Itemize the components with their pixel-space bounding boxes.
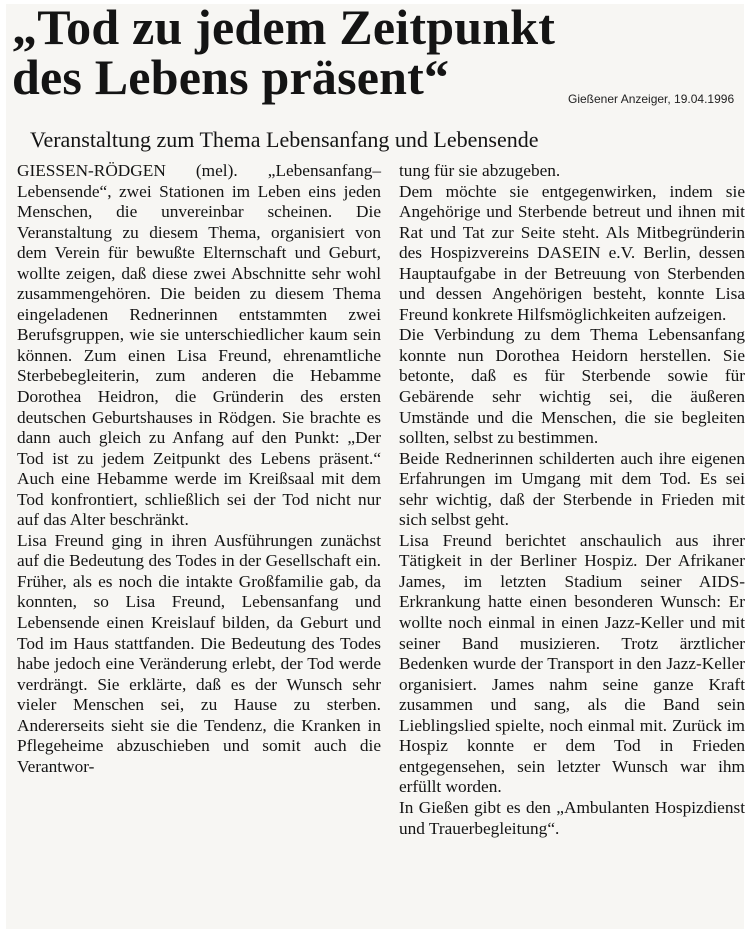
paragraph: Lisa Freund berichtet anschaulich aus ihrer Tätigkeit in der Berliner Hospiz. Der Afrikaner James, im letzten Stadium seiner AIDS-Erkrankung hatte einen besonderen Wunsch: Er wollte noch einmal in einen Jazz-Keller und mit seiner Band musizieren. Trotz ärztlicher Bedenken wurde der Transport in den Jazz-Keller organisiert. James nahm seine ganze Kraft zusammen und sang, als die Band sein Lieblingslied spielte, noch einmal mit. Zurück im Hospiz konnte er dem Tod in Frieden entgegensehen, sein letzter Wunsch war ihm erfüllt worden.: [399, 530, 745, 797]
paragraph: GIESSEN-RÖDGEN (mel). „Lebensanfang–Lebensende“, zwei Stationen im Leben eins jeden Menschen, die unvereinbar scheinen. Die Veranstaltung zu diesem Thema, organisiert von dem Verein für bewußte Elternschaft und Geburt, wollte zeigen, daß diese zwei Abschnitte sehr wohl zusammengehören. Die beiden zu diesem Thema eingeladenen Rednerinnen entstammten zwei Berufsgruppen, wie sie unterschiedlicher kaum sein können. Zum einen Lisa Freund, ehrenamtliche Sterbebegleiterin, zum anderen die Hebamme Dorothea Heidron, die Gründerin des ersten deutschen Geburtshauses in Rödgen. Sie brachte es dann auch gleich zu Anfang auf den Punkt: „Der Tod ist zu jedem Zeitpunkt des Lebens präsent.“ Auch eine Hebamme werde im Kreißsaal mit dem Tod konfrontiert, schließlich sei der Tod nicht nur auf das Alter beschränkt.: [17, 161, 381, 530]
paragraph: Die Verbindung zu dem Thema Lebensanfang konnte nun Dorothea Heidorn herstellen. Sie betonte, daß es für Sterbende sowie für Gebärende sehr wichtig sei, die äußeren Umstände und die Menschen, die sie begleiten sollten, selbst zu bestimmen.: [399, 325, 745, 448]
paragraph: Beide Rednerinnen schilderten auch ihre eigenen Erfahrungen im Umgang mit dem Tod. Es sei sehr wichtig, daß der Sterbende in Frieden mit sich selbst geht.: [399, 448, 745, 530]
headline-line-1: „Tod zu jedem Zeitpunkt: [12, 0, 556, 55]
newspaper-clipping: [6, 0, 745, 929]
article-column-right: [399, 161, 745, 839]
subheadline: Veranstaltung zum Thema Lebensanfang und Lebensende: [30, 127, 539, 152]
source-citation: Gießener Anzeiger, 19.04.1996: [568, 92, 735, 106]
paragraph: Dem möchte sie entgegenwirken, indem sie Angehörige und Sterbende betreut und ihnen mit Rat und Tat zur Seite steht. Als Mitbegründerin des Hospizvereins DASEIN e.V. Berlin, dessen Hauptaufgabe in der Betreuung von Sterbenden und dessen Angehörigen besteht, konnte Lisa Freund konkrete Hilfsmöglichkeiten aufzeigen.: [399, 181, 745, 324]
paragraph: In Gießen gibt es den „Ambulanten Hospizdienst und Trauerbegleitung“.: [399, 797, 745, 838]
paragraph: Lisa Freund ging in ihren Ausführungen zunächst auf die Bedeutung des Todes in der Gesellschaft ein. Früher, als es noch die intakte Großfamilie gab, da konnten, so Lisa Freund, Lebensanfang und Lebensende einen Kreislauf bilden, da Geburt und Tod im Haus stattfanden. Die Bedeutung des Todes habe jedoch eine Veränderung erlebt, der Tod werde verdrängt. Sie erklärte, daß es der Wunsch sehr vieler Menschen sei, zu Hause zu sterben. Andererseits sieht sie die Tendenz, die Kranken in Pflegeheime abzuschieben und somit auch die Verantwor-: [17, 530, 381, 776]
paragraph: tung für sie abzugeben.: [399, 161, 561, 180]
headline-line-2: des Lebens präsent“: [12, 49, 450, 105]
article-column-left: [17, 161, 381, 777]
headline: [12, 0, 556, 105]
